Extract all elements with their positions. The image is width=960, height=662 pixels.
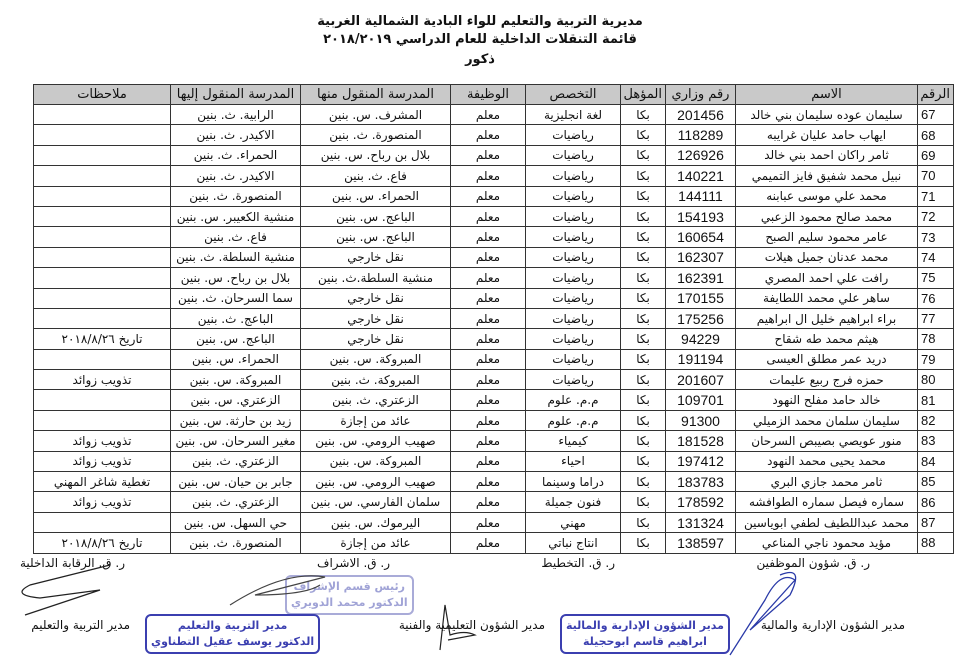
from-school: منشية السلطة.ث. بنين — [301, 268, 451, 288]
to-school: المنصورة. ث. بنين — [171, 186, 301, 206]
job-title: معلم — [451, 268, 526, 288]
qualification: بكا — [621, 431, 666, 451]
to-school: المبروكة. س. بنين — [171, 370, 301, 390]
table-row — [34, 451, 954, 471]
ministry-id: 144111 — [666, 186, 736, 206]
qualification: بكا — [621, 227, 666, 247]
from-school: الباعج. س. بنين — [301, 206, 451, 226]
specialization: رياضيات — [526, 370, 621, 390]
employee-name: محمد علي موسى عبابنه — [736, 186, 918, 206]
job-title: معلم — [451, 533, 526, 553]
from-school: بلال بن رباح. س. بنين — [301, 145, 451, 165]
table-header-row — [34, 85, 954, 105]
notes — [34, 105, 171, 125]
notes — [34, 288, 171, 308]
row-number: 87 — [918, 512, 954, 532]
notes — [34, 512, 171, 532]
notes — [34, 390, 171, 410]
to-school: زيد بن حارثة. س. بنين — [171, 410, 301, 430]
employee-name: ثامر راكان احمد بني خالد — [736, 145, 918, 165]
employee-name: رافت علي احمد المصري — [736, 268, 918, 288]
employee-name: سليمان عوده سليمان بني خالد — [736, 105, 918, 125]
document-subtitle: قائمة التنقلات الداخلية للعام الدراسي ٢٠١٨/٢٠١٩ — [323, 32, 637, 47]
from-school: عائد من إجازة — [301, 410, 451, 430]
employee-name: عامر محمود سليم الصبح — [736, 227, 918, 247]
row-number: 79 — [918, 349, 954, 369]
ministry-id: 201456 — [666, 105, 736, 125]
table-row — [34, 268, 954, 288]
specialization: لغة انجليزية — [526, 105, 621, 125]
to-school: سما السرحان. ث. بنين — [171, 288, 301, 308]
job-title: معلم — [451, 186, 526, 206]
job-title: معلم — [451, 206, 526, 226]
notes — [34, 125, 171, 145]
col-specialization: التخصص — [526, 85, 621, 105]
to-school: المنصورة. ث. بنين — [171, 533, 301, 553]
ministry-id: 126926 — [666, 145, 736, 165]
notes — [34, 186, 171, 206]
row-number: 85 — [918, 472, 954, 492]
specialization: رياضيات — [526, 145, 621, 165]
ministry-id: 178592 — [666, 492, 736, 512]
notes — [34, 227, 171, 247]
job-title: معلم — [451, 492, 526, 512]
qualification: بكا — [621, 186, 666, 206]
col-from-school: المدرسة المنقول منها — [301, 85, 451, 105]
job-title: معلم — [451, 370, 526, 390]
to-school: جابر بن حيان. س. بنين — [171, 472, 301, 492]
table-row — [34, 145, 954, 165]
row-number: 78 — [918, 329, 954, 349]
qualification: بكا — [621, 145, 666, 165]
col-number: الرقم — [918, 85, 954, 105]
stamp-admin-director: مدير الشؤون الإدارية والمالية ابراهيم قاسم ابوحجيلة — [560, 614, 730, 654]
ministry-id: 197412 — [666, 451, 736, 471]
sig-planning: ر. ق. التخطيط — [541, 556, 615, 570]
row-number: 86 — [918, 492, 954, 512]
table-row — [34, 125, 954, 145]
sig-directorate-head: مدير التربية والتعليم — [31, 618, 130, 632]
sig-supervision: ر. ق. الاشراف — [317, 556, 390, 570]
table-row — [34, 410, 954, 430]
row-number: 72 — [918, 206, 954, 226]
job-title: معلم — [451, 410, 526, 430]
row-number: 67 — [918, 105, 954, 125]
transfers-table — [33, 84, 954, 554]
signature-scribble-icon — [225, 565, 335, 615]
to-school: الحمراء. ث. بنين — [171, 145, 301, 165]
employee-name: سماره فيصل سماره الطوافشه — [736, 492, 918, 512]
ministry-id: 140221 — [666, 166, 736, 186]
from-school: فاع. ث. بنين — [301, 166, 451, 186]
ministry-id: 201607 — [666, 370, 736, 390]
employee-name: ساهر علي محمد اللطايفة — [736, 288, 918, 308]
col-notes: ملاحظات — [34, 85, 171, 105]
to-school: الزعتري. ث. بنين — [171, 492, 301, 512]
from-school: نقل خارجي — [301, 329, 451, 349]
ministry-id: 162307 — [666, 247, 736, 267]
job-title: معلم — [451, 451, 526, 471]
from-school: نقل خارجي — [301, 288, 451, 308]
notes — [34, 308, 171, 328]
table-row — [34, 390, 954, 410]
employee-name: براء ابراهيم خليل ال ابراهيم — [736, 308, 918, 328]
ministry-id: 94229 — [666, 329, 736, 349]
specialization: رياضيات — [526, 247, 621, 267]
ministry-id: 138597 — [666, 533, 736, 553]
job-title: معلم — [451, 472, 526, 492]
specialization: احياء — [526, 451, 621, 471]
qualification: بكا — [621, 370, 666, 390]
row-number: 73 — [918, 227, 954, 247]
row-number: 71 — [918, 186, 954, 206]
col-job: الوظيفة — [451, 85, 526, 105]
ministry-id: 91300 — [666, 410, 736, 430]
from-school: صهيب الرومي. س. بنين — [301, 472, 451, 492]
from-school: المنصورة. ث. بنين — [301, 125, 451, 145]
table-row — [34, 492, 954, 512]
table-row — [34, 370, 954, 390]
to-school: الرابية. ث. بنين — [171, 105, 301, 125]
document-title: مديرية التربية والتعليم للواء البادية الشمالية الغربية — [317, 14, 643, 29]
notes: تذويب زوائد — [34, 370, 171, 390]
col-qualification: المؤهل — [621, 85, 666, 105]
specialization: رياضيات — [526, 206, 621, 226]
job-title: معلم — [451, 125, 526, 145]
from-school: المشرف. س. بنين — [301, 105, 451, 125]
job-title: معلم — [451, 105, 526, 125]
to-school: الزعتري. س. بنين — [171, 390, 301, 410]
job-title: معلم — [451, 227, 526, 247]
from-school: الحمراء. س. بنين — [301, 186, 451, 206]
notes — [34, 166, 171, 186]
table-row — [34, 247, 954, 267]
notes — [34, 247, 171, 267]
table-row — [34, 105, 954, 125]
qualification: بكا — [621, 492, 666, 512]
table-row — [34, 533, 954, 553]
specialization: رياضيات — [526, 308, 621, 328]
qualification: بكا — [621, 533, 666, 553]
row-number: 77 — [918, 308, 954, 328]
specialization: رياضيات — [526, 186, 621, 206]
row-number: 81 — [918, 390, 954, 410]
qualification: بكا — [621, 329, 666, 349]
to-school: حي السهل. س. بنين — [171, 512, 301, 532]
employee-name: محمد عبداللطيف لطفي ابوياسين — [736, 512, 918, 532]
job-title: معلم — [451, 512, 526, 532]
specialization: رياضيات — [526, 227, 621, 247]
row-number: 80 — [918, 370, 954, 390]
employee-name: دريد عمر مطلق العيسى — [736, 349, 918, 369]
to-school: بلال بن رباح. س. بنين — [171, 268, 301, 288]
employee-name: نبيل محمد شفيق فايز التميمي — [736, 166, 918, 186]
table-row — [34, 308, 954, 328]
table-row — [34, 288, 954, 308]
col-name: الاسم — [736, 85, 918, 105]
qualification: بكا — [621, 105, 666, 125]
notes: تذويب زوائد — [34, 492, 171, 512]
from-school: المبروكة. س. بنين — [301, 451, 451, 471]
ministry-id: 181528 — [666, 431, 736, 451]
specialization: فنون جميلة — [526, 492, 621, 512]
job-title: معلم — [451, 390, 526, 410]
qualification: بكا — [621, 512, 666, 532]
specialization: رياضيات — [526, 288, 621, 308]
row-number: 68 — [918, 125, 954, 145]
specialization: انتاج نباتي — [526, 533, 621, 553]
sig-audit: ر. ق. الرقابة الداخلية — [19, 556, 125, 570]
specialization: رياضيات — [526, 125, 621, 145]
employee-name: ايهاب حامد عليان غرايبه — [736, 125, 918, 145]
ministry-id: 154193 — [666, 206, 736, 226]
table-row — [34, 472, 954, 492]
to-school: منشية السلطة. ث. بنين — [171, 247, 301, 267]
employee-name: حمزه فرج ربيع عليمات — [736, 370, 918, 390]
employee-name: منور عويصي بصيبص السرحان — [736, 431, 918, 451]
to-school: الاكيدر. ث. بنين — [171, 166, 301, 186]
signature-scribble-icon — [420, 590, 480, 660]
to-school: الحمراء. س. بنين — [171, 349, 301, 369]
specialization: دراما وسينما — [526, 472, 621, 492]
sig-admin-director: مدير الشؤون الإدارية والمالية — [760, 618, 905, 632]
specialization: رياضيات — [526, 268, 621, 288]
row-number: 88 — [918, 533, 954, 553]
row-number: 74 — [918, 247, 954, 267]
from-school: المبروكة. س. بنين — [301, 349, 451, 369]
employee-name: خالد حامد مفلح النهود — [736, 390, 918, 410]
employee-name: مؤيد محمود ناجي المناعي — [736, 533, 918, 553]
table-row — [34, 206, 954, 226]
notes: تغطية شاغر المهني — [34, 472, 171, 492]
to-school: الزعتري. ث. بنين — [171, 451, 301, 471]
specialization: م.م. علوم — [526, 410, 621, 430]
from-school: اليرموك. س. بنين — [301, 512, 451, 532]
ministry-id: 170155 — [666, 288, 736, 308]
to-school: فاع. ث. بنين — [171, 227, 301, 247]
table-row — [34, 512, 954, 532]
notes — [34, 145, 171, 165]
job-title: معلم — [451, 166, 526, 186]
from-school: نقل خارجي — [301, 308, 451, 328]
job-title: معلم — [451, 329, 526, 349]
employee-name: محمد يحيى محمد النهود — [736, 451, 918, 471]
employee-name: هيثم محمد طه شقاح — [736, 329, 918, 349]
row-number: 70 — [918, 166, 954, 186]
table-row — [34, 349, 954, 369]
col-ministry-id: رقم وزاري — [666, 85, 736, 105]
from-school: الباعج. س. بنين — [301, 227, 451, 247]
ministry-id: 191194 — [666, 349, 736, 369]
employee-name: سليمان سلمان محمد الزميلي — [736, 410, 918, 430]
notes — [34, 410, 171, 430]
ministry-id: 183783 — [666, 472, 736, 492]
specialization: كيمياء — [526, 431, 621, 451]
row-number: 75 — [918, 268, 954, 288]
ministry-id: 160654 — [666, 227, 736, 247]
table-row — [34, 166, 954, 186]
from-school: عائد من إجازة — [301, 533, 451, 553]
notes: تذويب زوائد — [34, 451, 171, 471]
table-row — [34, 329, 954, 349]
to-school: منشية الكعيبر. س. بنين — [171, 206, 301, 226]
to-school: الباعج. س. بنين — [171, 329, 301, 349]
qualification: بكا — [621, 166, 666, 186]
qualification: بكا — [621, 349, 666, 369]
sig-edu-director: مدير الشؤون التعليمية والفنية — [398, 618, 545, 632]
table-row — [34, 227, 954, 247]
qualification: بكا — [621, 288, 666, 308]
employee-name: محمد عدنان جميل هيلات — [736, 247, 918, 267]
notes — [34, 349, 171, 369]
from-school: صهيب الرومي. س. بنين — [301, 431, 451, 451]
qualification: بكا — [621, 247, 666, 267]
job-title: معلم — [451, 288, 526, 308]
notes: تذويب زوائد — [34, 431, 171, 451]
to-school: مغير السرحان. س. بنين — [171, 431, 301, 451]
from-school: المبروكة. ث. بنين — [301, 370, 451, 390]
to-school: الباعج. ث. بنين — [171, 308, 301, 328]
ministry-id: 109701 — [666, 390, 736, 410]
specialization: رياضيات — [526, 166, 621, 186]
notes: تاريخ ٢٠١٨/٨/٢٦ — [34, 533, 171, 553]
qualification: بكا — [621, 125, 666, 145]
ministry-id: 175256 — [666, 308, 736, 328]
qualification: بكا — [621, 268, 666, 288]
job-title: معلم — [451, 431, 526, 451]
qualification: بكا — [621, 308, 666, 328]
row-number: 84 — [918, 451, 954, 471]
qualification: بكا — [621, 206, 666, 226]
ministry-id: 131324 — [666, 512, 736, 532]
ministry-id: 162391 — [666, 268, 736, 288]
sig-personnel: ر. ق. شؤون الموظفين — [756, 556, 870, 570]
row-number: 76 — [918, 288, 954, 308]
specialization: م.م. علوم — [526, 390, 621, 410]
qualification: بكا — [621, 410, 666, 430]
table-row — [34, 431, 954, 451]
job-title: معلم — [451, 247, 526, 267]
notes: تاريخ ٢٠١٨/٨/٢٦ — [34, 329, 171, 349]
qualification: بكا — [621, 472, 666, 492]
document-category: ذكور — [465, 52, 495, 67]
employee-name: محمد صالح محمود الزعبي — [736, 206, 918, 226]
specialization: مهني — [526, 512, 621, 532]
specialization: رياضيات — [526, 329, 621, 349]
specialization: رياضيات — [526, 349, 621, 369]
row-number: 83 — [918, 431, 954, 451]
notes — [34, 268, 171, 288]
from-school: نقل خارجي — [301, 247, 451, 267]
table-row — [34, 186, 954, 206]
qualification: بكا — [621, 451, 666, 471]
stamp-directorate-head: مدير التربية والتعليم الدكتور يوسف عقيل التطناوي — [145, 614, 320, 654]
ministry-id: 118289 — [666, 125, 736, 145]
signature-scribble-icon — [720, 560, 810, 660]
row-number: 69 — [918, 145, 954, 165]
to-school: الاكيدر. ث. بنين — [171, 125, 301, 145]
col-to-school: المدرسة المنقول إليها — [171, 85, 301, 105]
employee-name: ثامر محمد جازي البري — [736, 472, 918, 492]
job-title: معلم — [451, 145, 526, 165]
stamp-supervision: رئيس قسم الإشراف الدكتور محمد الدويري — [285, 575, 414, 615]
notes — [34, 206, 171, 226]
job-title: معلم — [451, 349, 526, 369]
qualification: بكا — [621, 390, 666, 410]
from-school: سلمان الفارسي. س. بنين — [301, 492, 451, 512]
job-title: معلم — [451, 308, 526, 328]
row-number: 82 — [918, 410, 954, 430]
signature-scribble-icon — [10, 560, 120, 620]
from-school: الزعتري. ث. بنين — [301, 390, 451, 410]
